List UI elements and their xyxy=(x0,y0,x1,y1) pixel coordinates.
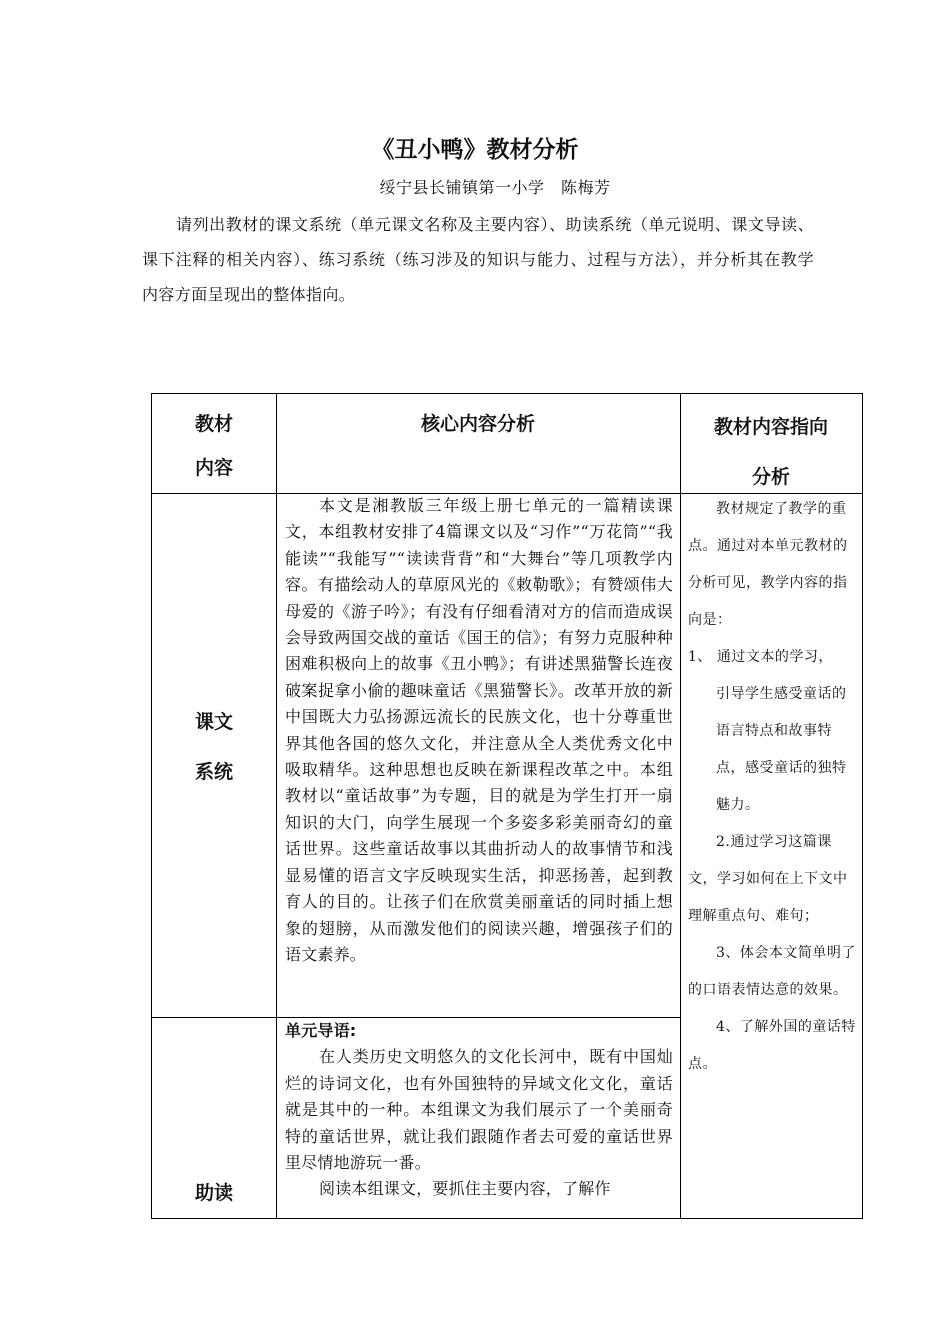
analysis-item-1-detail: 引导学生感受童话的语言特点和故事特点，感受童话的独特魅力。 xyxy=(716,686,847,813)
row-label-text-system xyxy=(152,697,276,797)
analysis-intro: 教材规定了教学的重点。通过对本单元教材的分析可见，教学内容的指向是： xyxy=(688,501,848,628)
row-label-reading-aid: 助读 xyxy=(194,1182,233,1204)
row-label-text-system-line1: 课文 xyxy=(194,711,233,733)
document-title: 《丑小鸭》教材分析 xyxy=(371,137,579,163)
analysis-table xyxy=(151,393,863,1219)
header-cell-core: 核心内容分析 xyxy=(420,413,535,435)
author-line: 绥宁县长铺镇第一小学 陈梅芳 xyxy=(379,178,611,197)
unit-guide-heading: 单元导语: xyxy=(285,1021,357,1040)
analysis-item-3: 3、体会本文简单明了的口语表情达意的效果。 xyxy=(688,945,856,998)
header-direction-line2: 分析 xyxy=(751,466,790,488)
analysis-item-4: 4、了解外国的童话特点。 xyxy=(688,1019,856,1072)
unit-guide-paragraph-2: 阅读本组课文，要抓住主要内容，了解作 xyxy=(319,1179,611,1199)
header-cell-material xyxy=(152,402,276,490)
text-system-content: 本文是湘教版三年级上册七单元的一篇精读课文，本组教材安排了4篇课文以及“习作”“万花筒”“我能读”“我能写”“读读背背”和“大舞台”等几项教学内容。有描绘动人的草原风光的《敕勒歌》；有赞颂伟大母爱的《游子吟》；有没有仔细看清对方的信而造成误会导致两国交战的童话《国王的信》；有努力克服种种困难积极向上的故事《丑小鸭》；有讲述黑猫警长连夜破案捉拿小偷的趣味童话《黑猫警长》。改革开放的新中国既大力弘扬源远流长的民族文化，也十分尊重世界其他各国的悠久文化，并注意从全人类优秀文化中吸取精华。这种思想也反映在新课程改革之中。本组教材以“童话故事”为专题，目的就是为学生打开一扇知识的大门，向学生展现一个多姿多彩美丽奇幻的童话世界。这些童话故事以其曲折动人的故事情节和浅显易懂的语言文字反映现实生活，抑恶扬善，起到教育人的目的。让孩子们在欣赏美丽童话的同时插上想象的翅膀，从而激发他们的阅读兴趣，增强孩子们的语文素养。 xyxy=(285,496,673,964)
column-divider-1 xyxy=(276,394,277,1218)
analysis-item-2: 2.通过学习这篇课文，学习如何在上下文中理解重点句、难句； xyxy=(688,834,848,924)
analysis-column xyxy=(688,491,856,1083)
header-material-line1: 教材 xyxy=(194,413,233,435)
column-divider-2 xyxy=(680,394,681,1218)
reading-aid-content xyxy=(285,1018,673,1203)
header-material-line2: 内容 xyxy=(194,457,233,479)
unit-guide-paragraph-1: 在人类历史文明悠久的文化长河中，既有中国灿烂的诗词文化，也有外国独特的异域文化文化，童话就是其中的一种。本组课文为我们展示了一个美丽奇特的童话世界，就让我们跟随作者去可爱的童话世界里尽情地游玩一番。 xyxy=(285,1047,673,1173)
row-label-text-system-line2: 系统 xyxy=(194,761,233,783)
header-direction-line1: 教材内容指向 xyxy=(713,416,828,438)
header-cell-direction xyxy=(680,402,862,502)
intro-paragraph: 请列出教材的课文系统（单元课文名称及主要内容）、助读系统（单元说明、课文导读、课下注释的相关内容）、练习系统（练习涉及的知识与能力、过程与方法），并分析其在教学内容方面呈现出的整体指向。 xyxy=(142,215,814,304)
analysis-item-1: 1、 通过文本的学习， xyxy=(688,649,833,665)
